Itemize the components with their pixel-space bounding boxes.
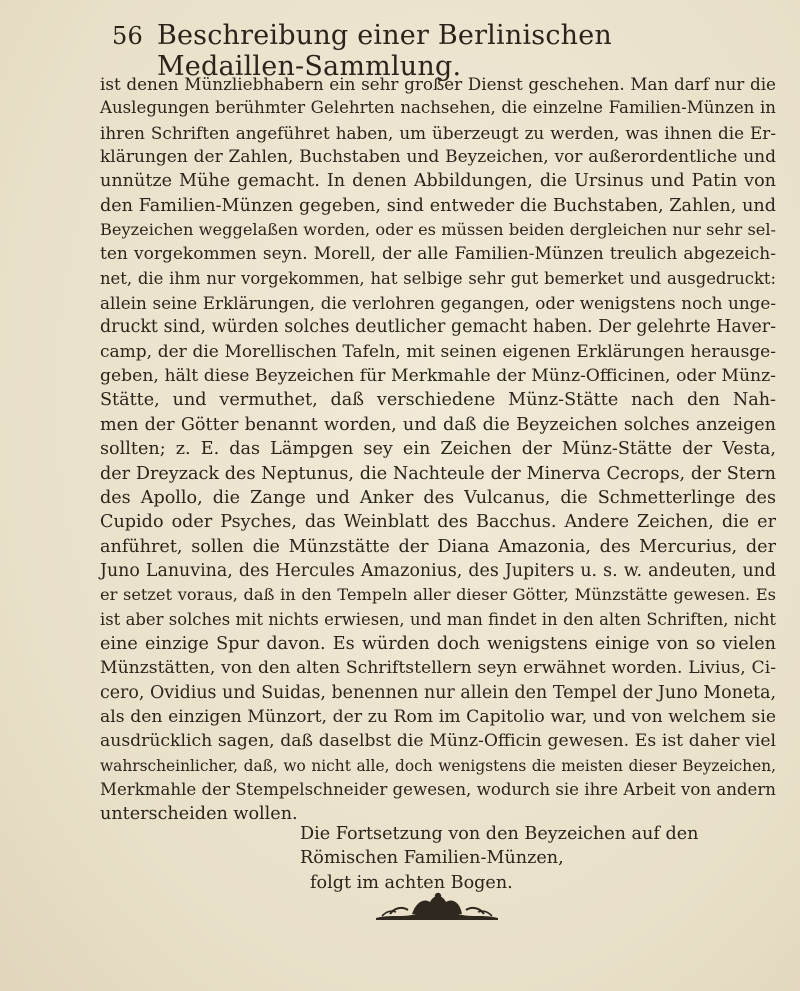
text-line: cero, Ovidius und Suidas, benennen nur allein den Tempel der Juno Moneta,: [100, 682, 776, 703]
text-line: Auslegungen berühmter Gelehrten nachsehen, die einzelne Familien-Münzen in: [100, 98, 776, 118]
text-line: Cupido oder Psyches, das Weinblatt des Bacchus. Andere Zeichen, die er: [100, 512, 776, 533]
text-line: druckt sind, würden solches deutlicher gemacht haben. Der gelehrte Haver-: [100, 317, 776, 338]
text-line: den Familien-Münzen gegeben, sind entweder die Buchstaben, Zahlen, und: [100, 195, 776, 216]
running-title: Beschreibung einer Berlinischen Medaillen-Sammlung.: [156, 20, 613, 82]
text-line: ausdrücklich sagen, daß daselbst die Münz-Officin gewesen. Es ist daher viel: [100, 731, 776, 752]
continuation-line: Die Fortsetzung von den Beyzeichen auf den Römischen Familien-Münzen,: [300, 824, 699, 869]
text-line: allein seine Erklärungen, die verlohren gegangen, oder wenigstens noch unge-: [100, 293, 776, 314]
text-line: sollten; z. E. das Lämpgen sey ein Zeichen der Münz-Stätte der Vesta,: [100, 439, 776, 460]
text-line: ist denen Münzliebhabern ein sehr großer Dienst geschehen. Man darf nur die: [100, 74, 776, 94]
text-line: geben, hält diese Beyzeichen für Merkmahle der Münz-Officinen, oder Münz-: [100, 366, 776, 387]
printers-vignette-ornament-icon: [372, 888, 502, 926]
text-line: Beyzeichen weggelaßen worden, oder es müssen beiden dergleichen nur sehr sel-: [100, 220, 776, 240]
text-line: als den einzigen Münzort, der zu Rom im Capitolio war, und von welchem sie: [100, 706, 776, 727]
text-line: ist aber solches mit nichts erwiesen, und man findet in den alten Schriften, nicht: [100, 609, 776, 629]
text-line: ten vorgekommen seyn. Morell, der alle Familien-Münzen treulich abgezeich-: [100, 244, 776, 265]
text-line: men der Götter benannt worden, und daß die Beyzeichen solches anzeigen: [100, 414, 776, 435]
text-line: Merkmahle der Stempelschneider gewesen, wodurch sie ihre Arbeit von andern: [100, 779, 776, 799]
text-line: unterscheiden wollen.: [100, 804, 298, 825]
text-line: der Dreyzack des Neptunus, die Nachteule der Minerva Cecrops, der Stern: [100, 463, 776, 484]
text-line: Stätte, und vermuthet, daß verschiedene Münz-Stätte nach den Nah-: [100, 390, 776, 411]
body-text: [100, 72, 776, 827]
text-line: Juno Lanuvina, des Hercules Amazonius, des Jupiters u. s. w. andeuten, und: [100, 560, 776, 581]
text-line: klärungen der Zahlen, Buchstaben und Beyzeichen, vor außerordentliche und: [100, 147, 776, 168]
text-line: wahrscheinlicher, daß, wo nicht alle, doch wenigstens die meisten dieser Beyzeichen,: [100, 756, 776, 775]
text-line: net, die ihm nur vorgekommen, hat selbige sehr gut bemerket und ausgedruckt:: [100, 268, 776, 288]
text-line: unnütze Mühe gemacht. In denen Abbildungen, die Ursinus und Patin von: [100, 171, 776, 192]
text-line: eine einzige Spur davon. Es würden doch wenigstens einige von so vielen: [100, 633, 776, 654]
text-line: Münzstätten, von den alten Schriftstellern seyn erwähnet worden. Livius, Ci-: [100, 658, 776, 679]
text-line: camp, der die Morellischen Tafeln, mit seinen eigenen Erklärungen herausge-: [100, 341, 776, 362]
continuation-note: [300, 822, 740, 895]
text-line: des Apollo, die Zange und Anker des Vulcanus, die Schmetterlinge des: [100, 487, 776, 508]
text-line: er setzet voraus, daß in den Tempeln aller dieser Götter, Münzstätte gewesen. Es: [100, 585, 776, 605]
continuation-line: folgt im achten Bogen.: [310, 872, 513, 893]
text-line: anführet, sollen die Münzstätte der Diana Amazonia, des Mercurius, der: [100, 536, 776, 557]
page-number: 56: [112, 22, 143, 50]
text-line: ihren Schriften angeführet haben, um überzeugt zu werden, was ihnen die Er-: [100, 122, 776, 143]
